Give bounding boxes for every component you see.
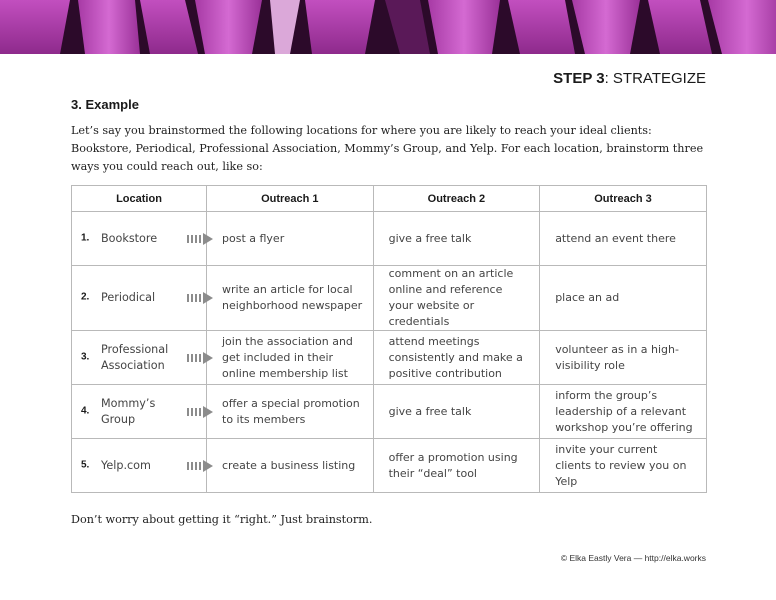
row-number: 1. bbox=[81, 231, 90, 243]
step-label: STEP 3 bbox=[553, 70, 605, 87]
footer-note: Don’t worry about getting it “right.” Just brainstorm. bbox=[71, 513, 373, 526]
row-number: 2. bbox=[81, 291, 90, 303]
outreach-2-cell: offer a promotion using their “deal” tool bbox=[373, 439, 540, 493]
purple-petals-image bbox=[0, 0, 776, 54]
location-cell bbox=[72, 439, 207, 493]
arrow-right-icon bbox=[187, 406, 213, 418]
section-title: 3. Example bbox=[71, 97, 139, 112]
outreach-table bbox=[71, 185, 707, 493]
header-location: Location bbox=[72, 186, 207, 212]
outreach-2-cell: give a free talk bbox=[373, 212, 540, 266]
outreach-1-cell: write an article for local neighborhood newspaper bbox=[207, 266, 374, 331]
outreach-2-cell: attend meetings consistently and make a positive contribution bbox=[373, 331, 540, 385]
header-outreach-3: Outreach 3 bbox=[540, 186, 707, 212]
copyright-text: © Elka Eastly Vera — http://elka.works bbox=[560, 553, 706, 563]
outreach-1-cell: post a flyer bbox=[207, 212, 374, 266]
outreach-1-cell: create a business listing bbox=[207, 439, 374, 493]
outreach-3-cell: attend an event there bbox=[540, 212, 707, 266]
outreach-3-cell: invite your current clients to review you on Yelp bbox=[540, 439, 707, 493]
table-body bbox=[72, 212, 707, 493]
outreach-2-cell: give a free talk bbox=[373, 385, 540, 439]
table-row bbox=[72, 439, 707, 493]
location-cell bbox=[72, 385, 207, 439]
outreach-3-cell: volunteer as in a high-visibility role bbox=[540, 331, 707, 385]
outreach-1-cell: offer a special promotion to its members bbox=[207, 385, 374, 439]
location-cell bbox=[72, 266, 207, 331]
arrow-right-icon bbox=[187, 460, 213, 472]
table-row bbox=[72, 266, 707, 331]
step-header bbox=[553, 70, 706, 87]
row-number: 4. bbox=[81, 404, 90, 416]
location-name: Yelp.com bbox=[101, 458, 151, 472]
outreach-3-cell: place an ad bbox=[540, 266, 707, 331]
location-cell bbox=[72, 212, 207, 266]
step-title: : STRATEGIZE bbox=[604, 70, 706, 87]
arrow-right-icon bbox=[187, 233, 213, 245]
table-row bbox=[72, 385, 707, 439]
table-header-row bbox=[72, 186, 707, 212]
arrow-right-icon bbox=[187, 352, 213, 364]
row-number: 3. bbox=[81, 350, 90, 362]
table-row bbox=[72, 331, 707, 385]
location-name: Periodical bbox=[101, 291, 156, 304]
location-name: Bookstore bbox=[101, 231, 158, 245]
location-name: Professional Association bbox=[101, 342, 169, 372]
outreach-3-cell: inform the group’s leadership of a relevant workshop you’re offering bbox=[540, 385, 707, 439]
outreach-1-cell: join the association and get included in their online membership list bbox=[207, 331, 374, 385]
header-outreach-2: Outreach 2 bbox=[373, 186, 540, 212]
intro-paragraph: Let’s say you brainstormed the following locations for where you are likely to reach your ideal clients: Bookstore, Periodical, Professional Association, Mommy’s Group, and Yelp. For each location, brainstorm three ways you could reach out, like so: bbox=[71, 124, 704, 173]
header-banner-image bbox=[0, 0, 776, 54]
location-cell bbox=[72, 331, 207, 385]
arrow-right-icon bbox=[187, 292, 213, 304]
table-row bbox=[72, 212, 707, 266]
header-outreach-1: Outreach 1 bbox=[207, 186, 374, 212]
location-name: Mommy’s Group bbox=[101, 396, 156, 426]
row-number: 5. bbox=[81, 458, 90, 470]
outreach-2-cell: comment on an article online and reference your website or credentials bbox=[373, 266, 540, 331]
